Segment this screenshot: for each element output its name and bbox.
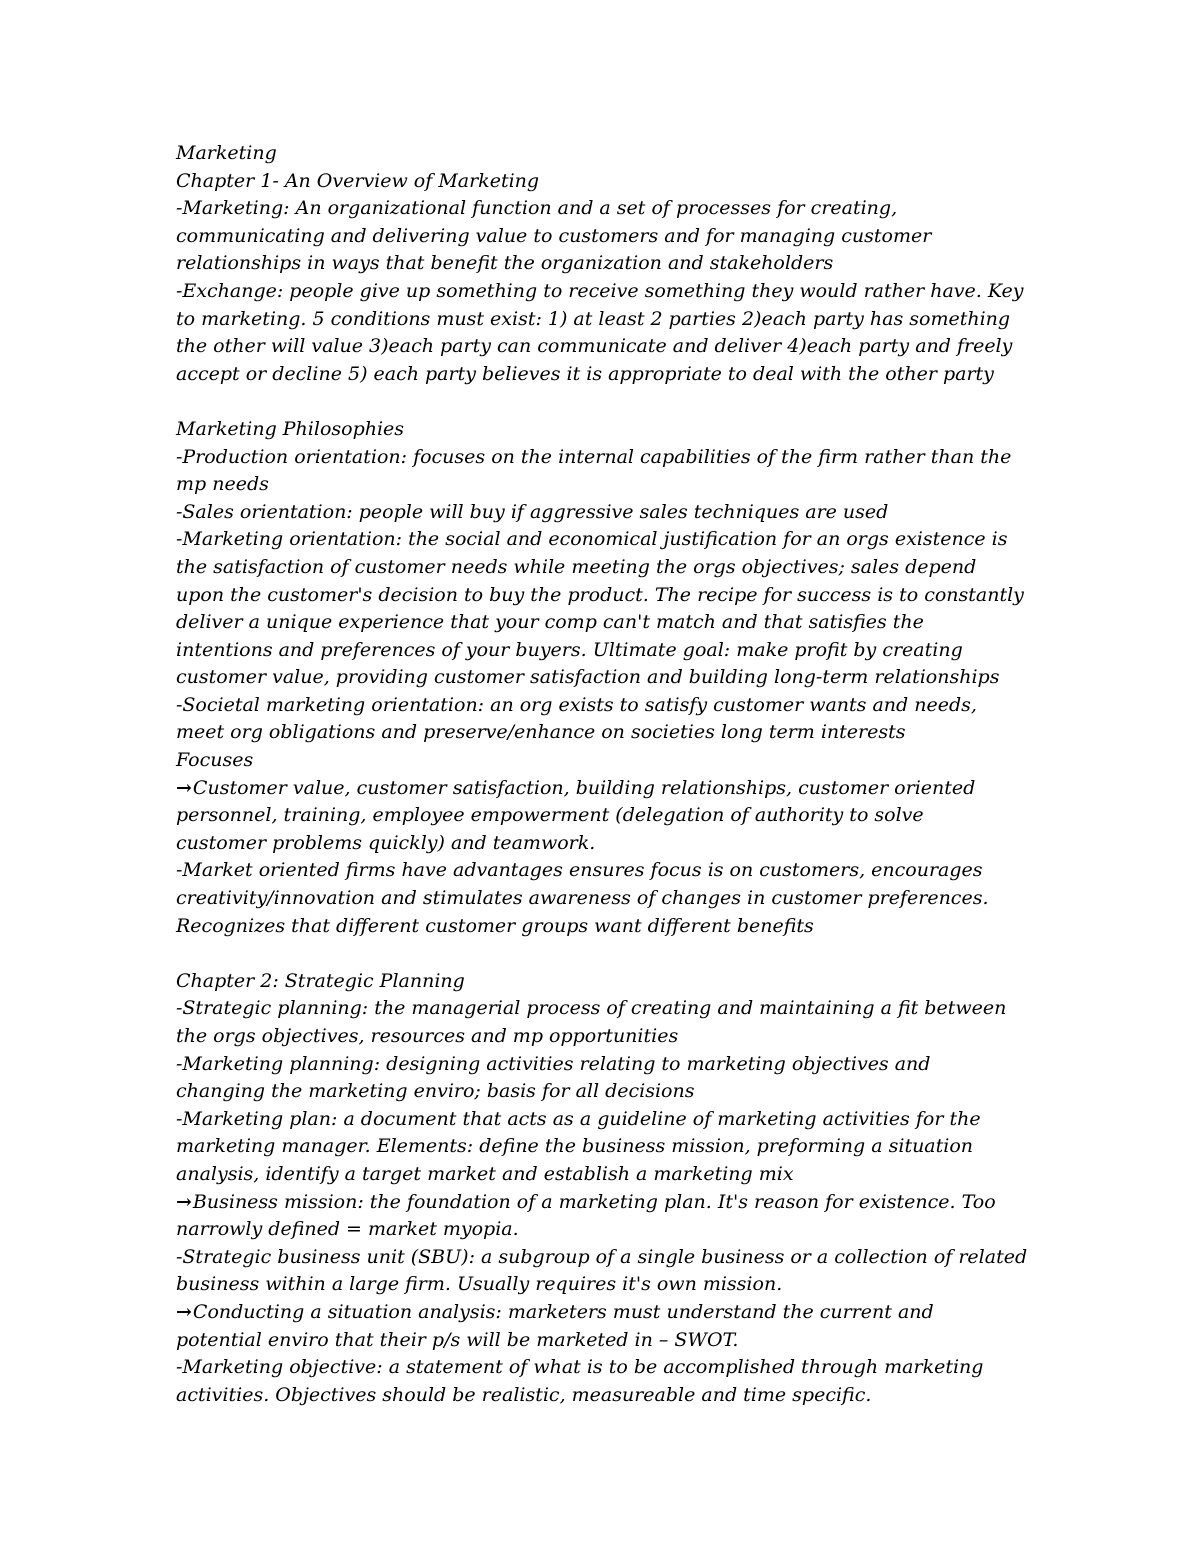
text-line: changing the marketing enviro; basis for all decisions <box>176 1080 695 1103</box>
arrow-line-text: Conducting a situation analysis: marketers must understand the current and <box>192 1300 934 1323</box>
text-line: analysis, identify a target market and establish a marketing mix <box>176 1162 794 1185</box>
text-line: marketing manager. Elements: define the business mission, preforming a situation <box>176 1135 974 1158</box>
document-title: Marketing <box>176 142 277 164</box>
arrow-line-text: Customer value, customer satisfaction, building relationships, customer oriented <box>192 776 976 799</box>
text-line: customer problems quickly) and teamwork. <box>176 831 596 854</box>
text-line: narrowly defined = market myopia. <box>176 1218 519 1241</box>
text-line: -Strategic planning: the managerial process of creating and maintaining a fit between <box>176 997 1007 1020</box>
paragraph-spacer <box>176 388 1036 416</box>
text-line: communicating and delivering value to customers and for managing customer <box>176 224 932 247</box>
text-line: customer value, providing customer satisfaction and building long-term relationships <box>176 666 1000 689</box>
text-line: business within a large firm. Usually requires it's own mission. <box>176 1273 783 1296</box>
text-line: personnel, training, employee empowerment (delegation of authority to solve <box>176 804 924 827</box>
text-line: -Sales orientation: people will buy if aggressive sales techniques are used <box>176 500 889 523</box>
arrow-line <box>176 775 1036 803</box>
arrow-right-icon: → <box>176 1300 192 1323</box>
document-page <box>176 140 1036 1409</box>
text-line: upon the customer's decision to buy the product. The recipe for success is to constantly <box>176 583 1024 606</box>
chapter-2-heading: Chapter 2: Strategic Planning <box>176 969 465 992</box>
text-line: activities. Objectives should be realistic, measureable and time specific. <box>176 1383 872 1406</box>
text-line: -Strategic business unit (SBU): a subgroup of a single business or a collection of related <box>176 1245 1028 1268</box>
text-line: deliver a unique experience that your comp can't match and that satisfies the <box>176 611 924 634</box>
chapter-1-heading: Chapter 1- An Overview of Marketing <box>176 169 540 192</box>
arrow-line <box>176 1189 1036 1217</box>
text-line: -Marketing objective: a statement of what is to be accomplished through marketing <box>176 1356 984 1379</box>
text-line: -Marketing orientation: the social and economical justification for an orgs existence is <box>176 528 1008 551</box>
philosophies-heading: Marketing Philosophies <box>176 417 405 440</box>
text-line: the orgs objectives, resources and mp opportunities <box>176 1025 679 1047</box>
paragraph-spacer <box>176 940 1036 968</box>
focuses-heading: Focuses <box>176 749 254 772</box>
arrow-right-icon: → <box>176 776 192 799</box>
text-line: -Societal marketing orientation: an org exists to satisfy customer wants and needs, <box>176 693 977 716</box>
text-line: -Market oriented firms have advantages ensures focus is on customers, encourages <box>176 859 983 882</box>
text-line: Recognizes that different customer groups want different benefits <box>176 914 814 937</box>
arrow-line-text: Business mission: the foundation of a marketing plan. It's reason for existence. Too <box>192 1190 996 1213</box>
arrow-line <box>176 1299 1036 1327</box>
text-line: creativity/innovation and stimulates awareness of changes in customer preferences. <box>176 887 989 910</box>
text-line: the satisfaction of customer needs while meeting the orgs objectives; sales depend <box>176 555 977 578</box>
text-line: potential enviro that their p/s will be marketed in – SWOT. <box>176 1328 739 1351</box>
text-line: -Marketing: An organizational function and a set of processes for creating, <box>176 197 898 220</box>
text-line: intentions and preferences of your buyers. Ultimate goal: make profit by creating <box>176 638 963 661</box>
text-line: the other will value 3)each party can communicate and deliver 4)each party and freely <box>176 335 1013 358</box>
arrow-right-icon: → <box>176 1190 192 1213</box>
text-line: accept or decline 5) each party believes it is appropriate to deal with the other party <box>176 362 994 385</box>
text-line: mp needs <box>176 473 269 496</box>
text-line: to marketing. 5 conditions must exist: 1) at least 2 parties 2)each party has something <box>176 307 1011 330</box>
text-line: -Production orientation: focuses on the internal capabilities of the firm rather than the <box>176 445 1012 468</box>
text-line: -Exchange: people give up something to receive something they would rather have. Key <box>176 279 1024 302</box>
text-line: relationships in ways that benefit the organization and stakeholders <box>176 252 834 275</box>
text-line: -Marketing plan: a document that acts as a guideline of marketing activities for the <box>176 1107 981 1130</box>
text-line: -Marketing planning: designing activities relating to marketing objectives and <box>176 1052 931 1075</box>
text-line: meet org obligations and preserve/enhance on societies long term interests <box>176 721 906 744</box>
